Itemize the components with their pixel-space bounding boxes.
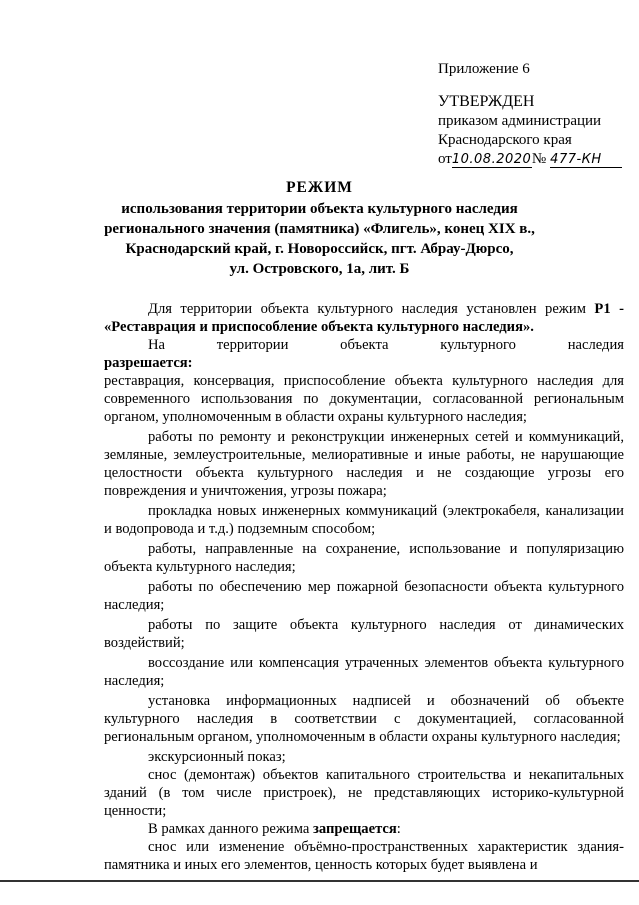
document-body [104,300,624,874]
title-line-2: регионального значения (памятника) «Флигель», конец XIX в., [104,221,535,237]
appendix-label: Приложение 6 [438,61,530,77]
handwritten-number: 477-КН [550,153,622,168]
intro-text: Для территории объекта культурного наследия установлен режим [148,301,595,317]
intro-paragraph [104,300,624,336]
list-item: воссоздание или компенсация утраченных элементов объекта культурного наследия; [104,655,624,689]
title-line-4: ул. Островского, 1а, лит. Б [229,261,410,277]
document-title [0,178,639,279]
forbidden-colon: : [396,821,401,837]
approval-line-1: приказом администрации [438,113,602,129]
list-item: снос (демонтаж) объектов капитального строительства и некапитальных зданий (в том числе пристроек), не представляющих историко-культурной ценности; [104,767,624,819]
forbidden-heading [104,820,624,838]
list-item: работы, направленные на сохранение, использование и популяризацию объекта культурного наследия; [104,541,624,575]
page-bottom-edge [0,880,639,882]
forbidden-text: В рамках данного режима [148,821,313,837]
list-item: установка информационных надписей и обозначений об объекте культурного наследия в соответствии с документацией, согласованной региональным органом, уполномоченным в области охраны культурного наследия; [104,693,624,745]
title-line-1: использования территории объекта культурного наследия [121,201,518,217]
list-item: экскурсионный показ; [148,749,286,765]
approval-stamp [438,92,622,169]
approval-heading: УТВЕРЖДЕН [438,93,535,110]
forbidden-keyword: запрещается [313,821,397,837]
approval-line-2: Краснодарского края [438,132,572,148]
approval-date-number [438,150,622,169]
from-label: от [438,151,452,167]
list-item: работы по защите объекта культурного наследия от динамических воздействий; [104,617,624,651]
title-line-3: Краснодарский край, г. Новороссийск, пгт. Абрау-Дюрсо, [125,241,514,257]
list-item: снос или изменение объёмно-пространственных характеристик здания-памятника и иных его элементов, ценность которых будет выявлена и [104,839,624,873]
list-item: работы по ремонту и реконструкции инженерных сетей и коммуникаций, земляные, землеустроительные, мелиоративные и иные работы, не нарушающие целостности объекта культурного наследия и не создающие угрозы его повреждения и уничтожения, угрозы пожара; [104,429,624,499]
allowed-keyword: разрешается: [104,355,193,371]
list-item: прокладка новых инженерных коммуникаций (электрокабеля, канализации и водопровода и т.д.) подземным способом; [104,503,624,537]
intro-mode: Р1 - «Реставрация и приспособление объекта культурного наследия». [104,301,624,335]
allowed-text: На территории объекта культурного наследия [148,337,624,353]
title-main: РЕЖИМ [286,179,353,196]
list-item: работы по обеспечению мер пожарной безопасности объекта культурного наследия; [104,579,624,613]
handwritten-date: 10.08.2020 [451,152,532,167]
list-item: реставрация, консервация, приспособление объекта культурного наследия для современного использования по документации, согласованной региональным органом, уполномоченным в области охраны культурного наследия; [104,373,624,425]
number-label: № [531,151,547,167]
allowed-heading [104,336,624,372]
